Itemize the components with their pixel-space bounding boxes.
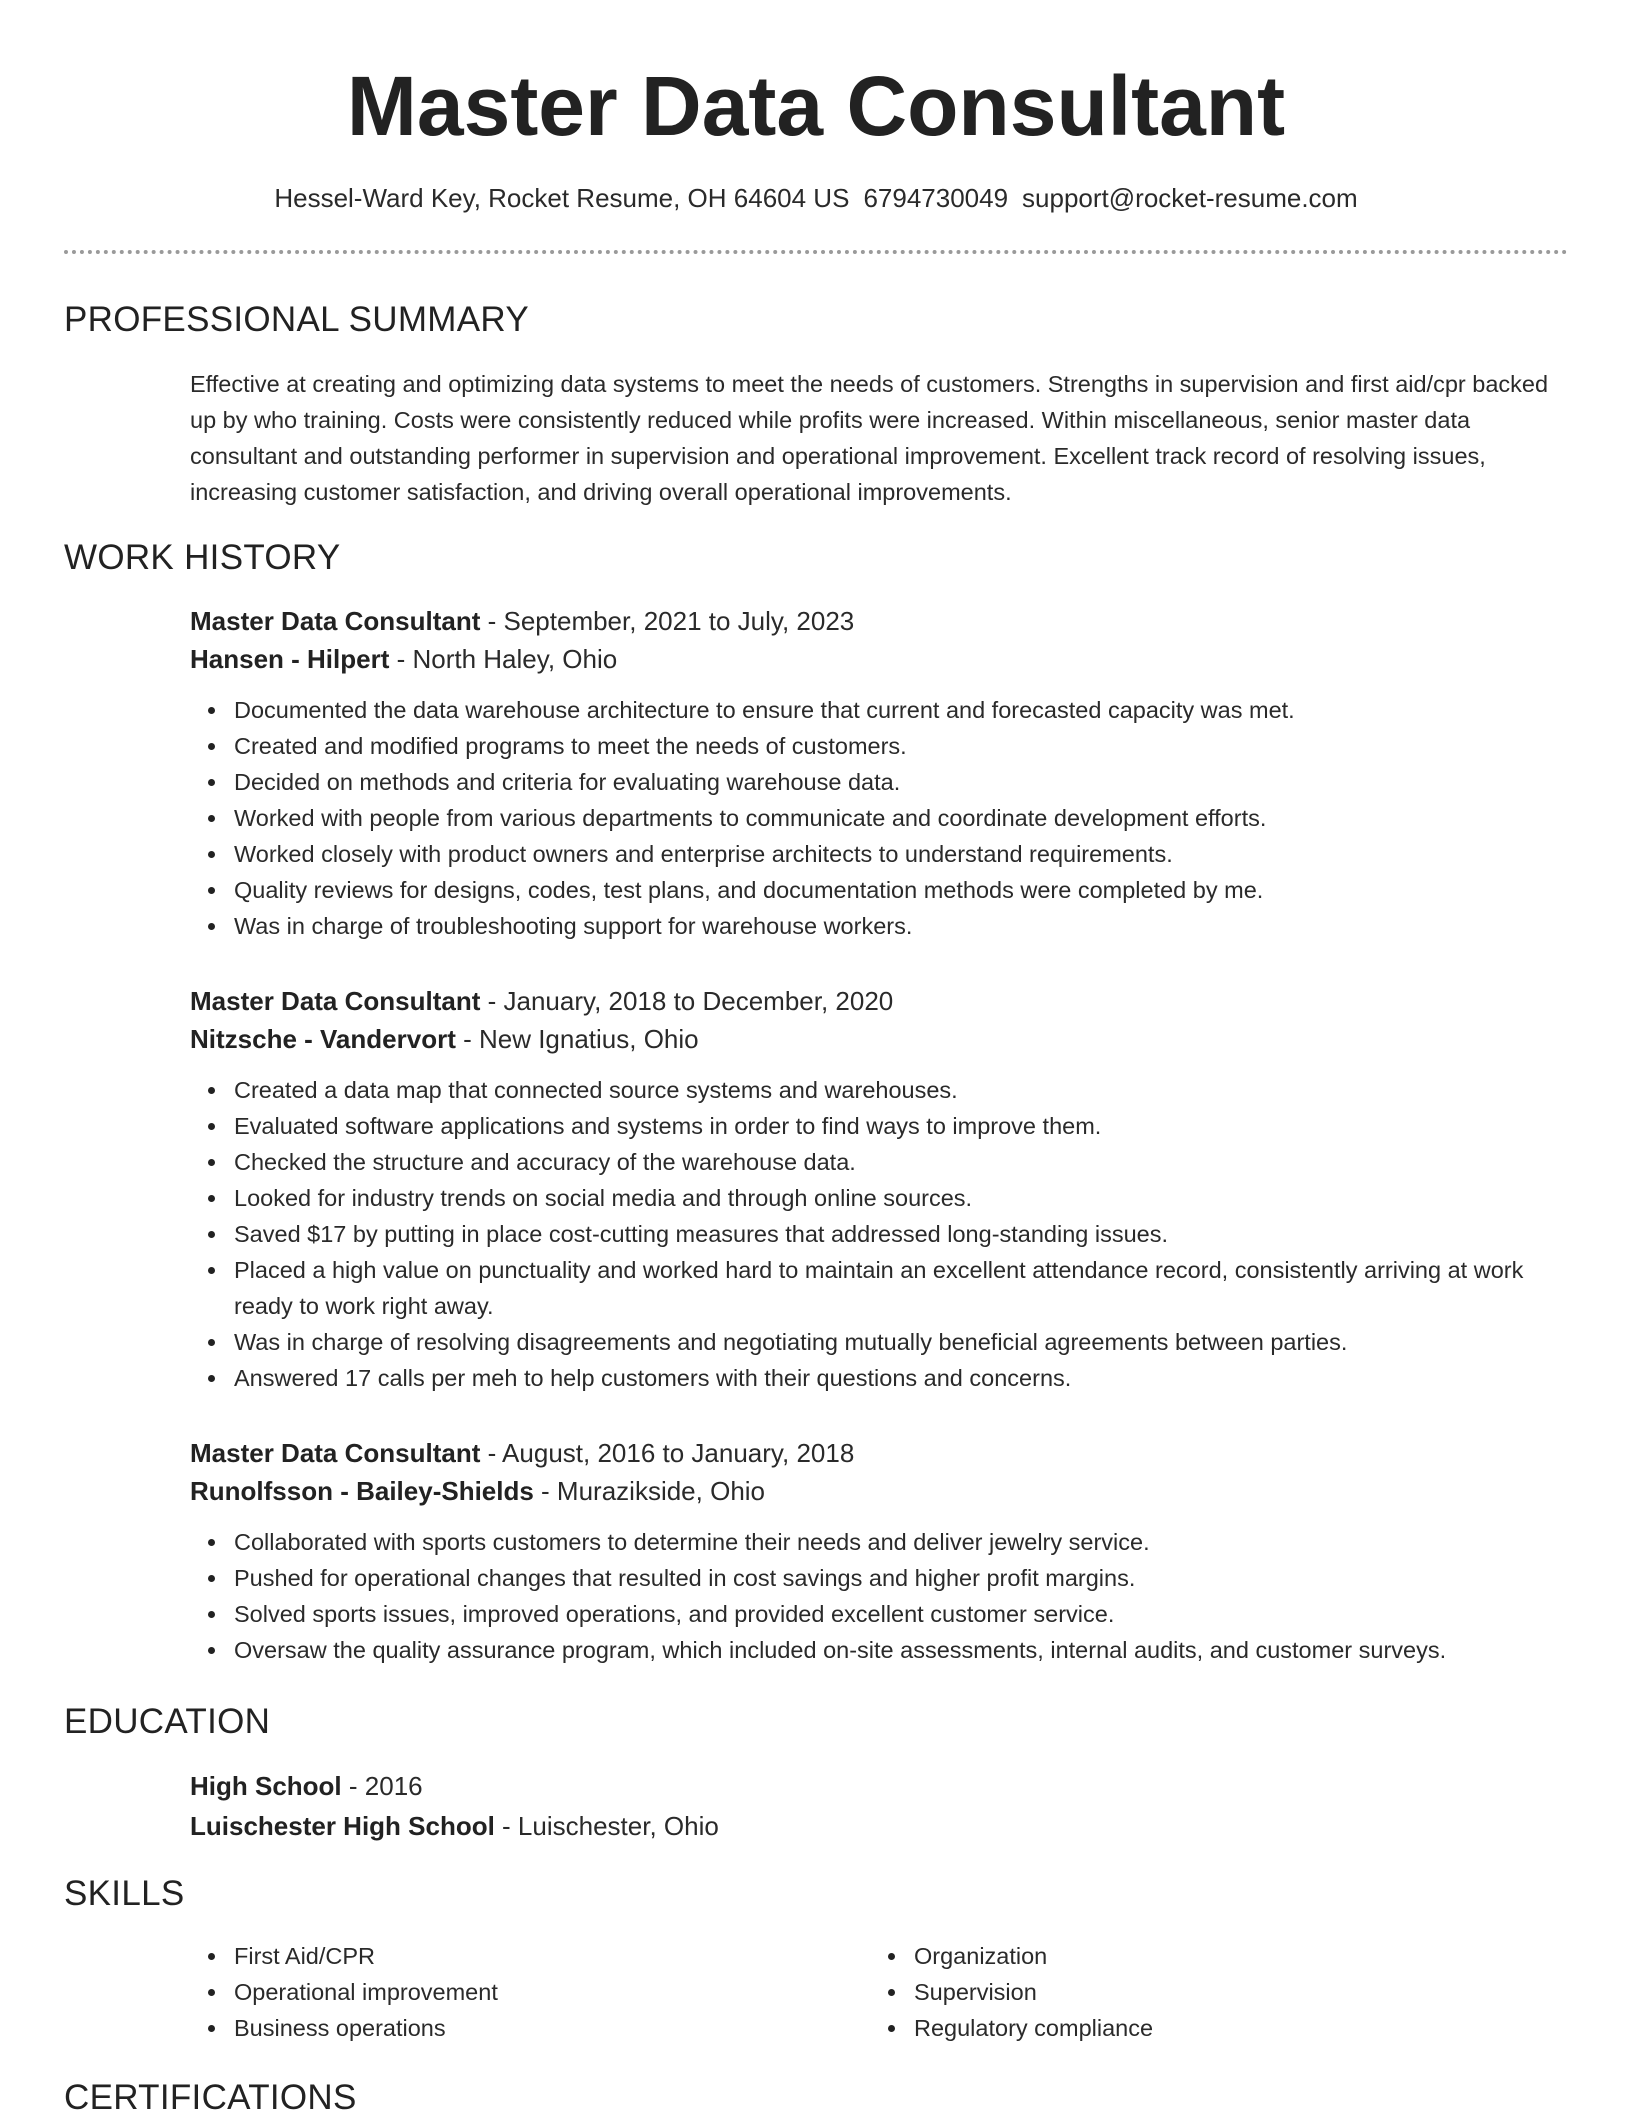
- skill-item: Organization: [914, 1938, 1153, 1974]
- skill-item: First Aid/CPR: [234, 1938, 498, 1974]
- job-bullet: Quality reviews for designs, codes, test plans, and documentation methods were completed by me.: [234, 872, 1570, 908]
- job-bullet: Collaborated with sports customers to determine their needs and deliver jewelry service.: [234, 1524, 1570, 1560]
- job-bullet: Created and modified programs to meet the needs of customers.: [234, 728, 1570, 764]
- summary-text: Effective at creating and optimizing data systems to meet the needs of customers. Strengths in supervision and first aid/cpr backed up by who training. Costs were consistently reduced while profits were increased. Within miscellaneous, senior master data consultant and outstanding performer in supervision and operational improvement. Excellent track record of resolving issues, increasing customer satisfaction, and driving overall operational improvements.: [190, 371, 1549, 505]
- job-bullets: [190, 1072, 1570, 1396]
- job-company: Hansen - Hilpert: [190, 644, 390, 674]
- job-bullet: Checked the structure and accuracy of the warehouse data.: [234, 1144, 1570, 1180]
- section-title-work-history: WORK HISTORY: [64, 538, 341, 577]
- resume-name: Master Data Consultant: [346, 59, 1286, 153]
- job-bullet: Was in charge of troubleshooting support for warehouse workers.: [234, 908, 1570, 944]
- header-divider: [64, 250, 1568, 254]
- education-location: - Luischester, Ohio: [494, 1811, 719, 1841]
- job-bullet: Answered 17 calls per meh to help customers with their questions and concerns.: [234, 1360, 1570, 1396]
- job-company-line: [190, 1020, 1570, 1058]
- job-dates: - September, 2021 to July, 2023: [480, 606, 855, 636]
- job-title-line: [190, 982, 1570, 1020]
- job-role: Master Data Consultant: [190, 986, 481, 1016]
- job-bullet: Evaluated software applications and systems in order to find ways to improve them.: [234, 1108, 1570, 1144]
- job-title-line: [190, 1434, 1570, 1472]
- contact-line: [0, 180, 1632, 216]
- job-location: - Murazikside, Ohio: [533, 1476, 766, 1506]
- job-company-line: [190, 1472, 1570, 1510]
- job-dates: - January, 2018 to December, 2020: [480, 986, 894, 1016]
- job-entry: [190, 602, 1570, 944]
- skill-item: Operational improvement: [234, 1974, 498, 2010]
- job-role: Master Data Consultant: [190, 1438, 481, 1468]
- contact-email: support@rocket-resume.com: [1022, 183, 1358, 213]
- section-title-certifications: CERTIFICATIONS: [64, 2078, 357, 2117]
- skills-column-left: [190, 1938, 498, 2046]
- job-title-line: [190, 602, 1570, 640]
- job-entry: [190, 982, 1570, 1396]
- education-school-line: [190, 1806, 1570, 1846]
- job-bullet: Pushed for operational changes that resulted in cost savings and higher profit margins.: [234, 1560, 1570, 1596]
- job-role: Master Data Consultant: [190, 606, 481, 636]
- job-bullet: Looked for industry trends on social media and through online sources.: [234, 1180, 1570, 1216]
- job-entry: [190, 1434, 1570, 1668]
- job-bullet: Decided on methods and criteria for evaluating warehouse data.: [234, 764, 1570, 800]
- job-location: - North Haley, Ohio: [389, 644, 618, 674]
- section-title-skills: SKILLS: [64, 1874, 185, 1913]
- skill-item: Regulatory compliance: [914, 2010, 1153, 2046]
- education-school: Luischester High School: [190, 1811, 495, 1841]
- job-company-line: [190, 640, 1570, 678]
- job-bullet: Oversaw the quality assurance program, which included on-site assessments, internal audits, and customer surveys.: [234, 1632, 1570, 1668]
- education-entry: [190, 1766, 1570, 1846]
- job-bullets: [190, 692, 1570, 944]
- job-company: Runolfsson - Bailey-Shields: [190, 1476, 534, 1506]
- education-year: - 2016: [341, 1771, 423, 1801]
- section-title-summary: PROFESSIONAL SUMMARY: [64, 300, 529, 339]
- job-bullets: [190, 1524, 1570, 1668]
- job-location: - New Ignatius, Ohio: [455, 1024, 699, 1054]
- education-degree-line: [190, 1766, 1570, 1806]
- skill-item: Business operations: [234, 2010, 498, 2046]
- job-company: Nitzsche - Vandervort: [190, 1024, 456, 1054]
- job-bullet: Placed a high value on punctuality and worked hard to maintain an excellent attendance record, consistently arriving at work ready to work right away.: [234, 1252, 1570, 1324]
- job-bullet: Worked with people from various departments to communicate and coordinate development efforts.: [234, 800, 1570, 836]
- job-bullet: Solved sports issues, improved operations, and provided excellent customer service.: [234, 1596, 1570, 1632]
- contact-phone: 6794730049: [863, 183, 1009, 213]
- education-degree: High School: [190, 1771, 342, 1801]
- job-bullet: Was in charge of resolving disagreements and negotiating mutually beneficial agreements between parties.: [234, 1324, 1570, 1360]
- skill-item: Supervision: [914, 1974, 1153, 2010]
- contact-address: Hessel-Ward Key, Rocket Resume, OH 64604 US: [274, 183, 850, 213]
- job-bullet: Documented the data warehouse architecture to ensure that current and forecasted capacity was met.: [234, 692, 1570, 728]
- job-bullet: Worked closely with product owners and enterprise architects to understand requirements.: [234, 836, 1570, 872]
- section-title-education: EDUCATION: [64, 1702, 271, 1741]
- job-dates: - August, 2016 to January, 2018: [480, 1438, 855, 1468]
- skills-column-right: [870, 1938, 1153, 2046]
- job-bullet: Created a data map that connected source systems and warehouses.: [234, 1072, 1570, 1108]
- job-bullet: Saved $17 by putting in place cost-cutting measures that addressed long-standing issues.: [234, 1216, 1570, 1252]
